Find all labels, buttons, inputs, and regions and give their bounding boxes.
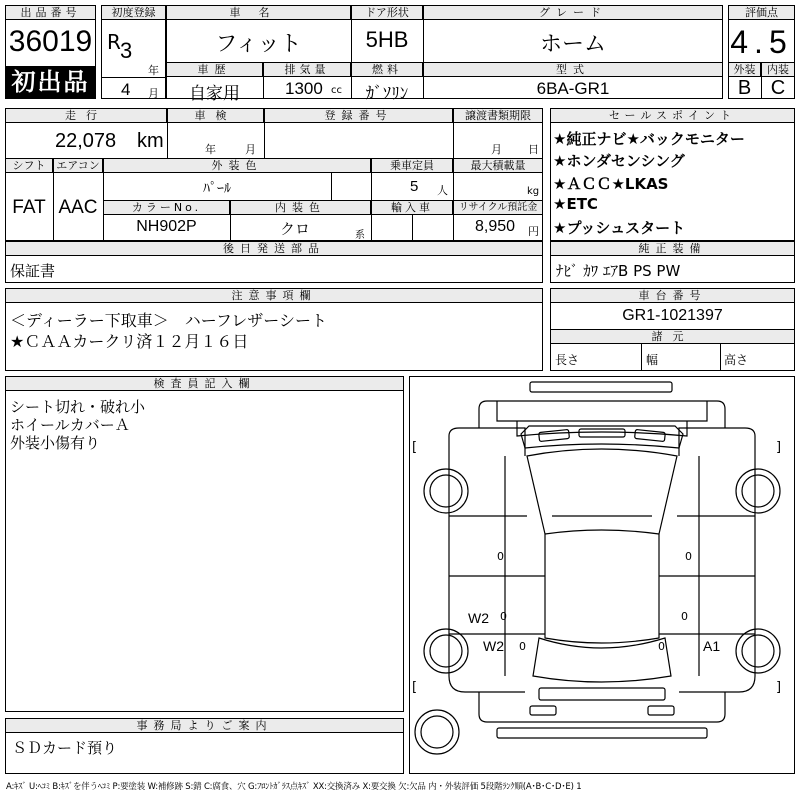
zero-mark-left-mid: 0 [500,610,507,623]
recycle-deposit: 8,950 [475,218,516,235]
bracket-front-left: [ [412,440,418,455]
inspector-line-2: ホイールカバーＡ [10,416,130,434]
import-label: 輸入車 [371,200,453,215]
inspection-month-unit: 月 [245,143,256,156]
car-body-diagram [409,376,795,774]
transfer-month-unit: 月 [491,143,502,156]
zero-mark-right-rear: 0 [658,640,665,653]
mileage-label: 走行 [5,108,167,123]
registration-month: 4 [121,80,131,99]
ac-label: エアコン [53,158,103,173]
legend-text: A:ｷｽﾞ U:ﾍｺﾐ B:ｷｽﾞを伴うﾍｺﾐ P:要塗装 W:補修跡 S:錆 C:腐食、穴 G:ﾌﾛﾝﾄｶﾞﾗｽ点ｷｽﾞ XX:交換済み X:要交換 欠:欠品 内・外装評価 5段階ﾗﾝｸ順(A･B･C･D･E) 1 [6,782,582,792]
max-load-unit: kg [527,186,540,197]
door-type: 5HB [365,27,409,52]
shift: FAT [12,197,46,218]
car-name: フィット [215,32,302,57]
shift-label: シフト [5,158,53,173]
inspector-line-1: シート切れ・破れ小 [10,398,146,416]
dimensions-label: 諸元 [550,329,795,344]
damage-mark-w2-upper: W2 [468,610,489,626]
air-conditioner: AAC [58,197,98,218]
sales-point-2: ★ホンダセンシング [553,152,685,170]
door-label: ドア形状 [351,5,423,20]
damage-mark-a1: A1 [703,638,721,654]
recycle-label: リサイクル預託金 [453,200,543,215]
mileage-unit: km [137,130,164,152]
bracket-front-right: ] [776,440,782,455]
later-parts-label: 後日発送部品 [5,241,543,256]
equipment-label: 純正装備 [550,241,795,256]
model-label: 型式 [423,62,723,77]
interior-grade: C [770,77,786,99]
notes-line-1: ＜ディーラー下取車＞ ハーフレザーシート [10,311,327,330]
history-label: 車歴 [166,62,263,77]
score-label: 評価点 [728,5,795,20]
recycle-unit: 円 [528,225,539,238]
registration-year: 3 [120,38,133,63]
inspection-year-unit: 年 [205,143,216,156]
sales-points-label: セールスポイント [550,108,795,123]
capacity: 5 [410,178,419,195]
max-load-label: 最大積載量 [453,158,543,173]
inspector-label: 検査員記入欄 [5,376,404,391]
notes-label: 注意事項欄 [5,288,543,303]
displacement-unit: cc [331,85,342,96]
lot-number: 36019 [8,25,93,58]
sales-point-3: ★ＡＣＣ★LKAS [553,175,669,193]
later-parts-value: 保証書 [10,262,56,280]
sales-point-4: ★ETC [553,195,598,213]
first-listing-badge: 初出品 [6,66,95,98]
zero-mark-right-mid: 0 [681,610,688,623]
chassis-label: 車台番号 [550,288,795,303]
score: 4.5 [730,24,793,60]
length-label: 長さ [555,353,580,367]
grade-label: グレード [423,5,723,20]
zero-mark-left-front: 0 [497,550,504,563]
registration-year-unit: 年 [148,64,159,77]
inspection-label: 車検 [167,108,264,123]
mileage: 22,078 [55,130,117,152]
zero-mark-right-front: 0 [685,550,692,563]
grade: ホーム [539,32,606,57]
exterior-label: 外装 [728,62,761,77]
ext-color-label: 外装色 [103,158,371,173]
int-color-unit: 系 [355,230,365,241]
sales-point-1: ★純正ナビ★バックモニター [553,130,745,148]
displacement-label: 排気量 [263,62,351,77]
displacement: 1300 [285,79,323,98]
interior-label: 内装 [761,62,795,77]
transfer-day-unit: 日 [528,143,539,156]
lot-number-label: 出品番号 [5,5,96,20]
height-label: 高さ [724,353,749,367]
notes-line-2: ★ＣＡＡカークリ済１２月１６日 [10,332,249,351]
inspector-line-3: 外装小傷有り [10,434,101,452]
ext-color: ﾊﾟｰﾙ [203,181,231,197]
fuel-label: 燃料 [351,62,423,77]
color-no-label: カラーNo. [103,200,230,215]
int-color-label: 内装色 [230,200,371,215]
damage-mark-w2-lower: W2 [483,638,504,654]
era-letter: R [107,30,121,54]
history: 自家用 [189,84,240,104]
width-label: 幅 [646,353,659,367]
bracket-rear-right: ] [776,680,782,695]
first-registration-label: 初度登録 [101,5,166,20]
equipment-value: ﾅﾋﾞ ｶﾜ ｴｱB PS PW [556,262,681,280]
office-label: 事務局よりご案内 [5,718,404,733]
model: 6BA-GR1 [536,79,610,98]
color-number: NH902P [136,218,197,235]
capacity-unit: 人 [437,184,448,197]
capacity-label: 乗車定員 [371,158,453,173]
chassis-number: GR1-1021397 [622,307,723,324]
reg-number-label: 登録番号 [264,108,453,123]
transfer-deadline-label: 譲渡書類期限 [453,108,543,123]
int-color: クロ [279,220,310,238]
bracket-rear-left: [ [412,680,418,695]
exterior-grade: B [737,77,752,99]
car-name-label: 車名 [166,5,351,20]
zero-mark-left-rear: 0 [519,640,526,653]
fuel: ｶﾞｿﾘﾝ [365,84,409,104]
registration-month-unit: 月 [148,87,159,100]
sales-point-5: ★プッシュスタート [553,219,686,237]
office-value: ＳＤカード預り [12,739,118,757]
